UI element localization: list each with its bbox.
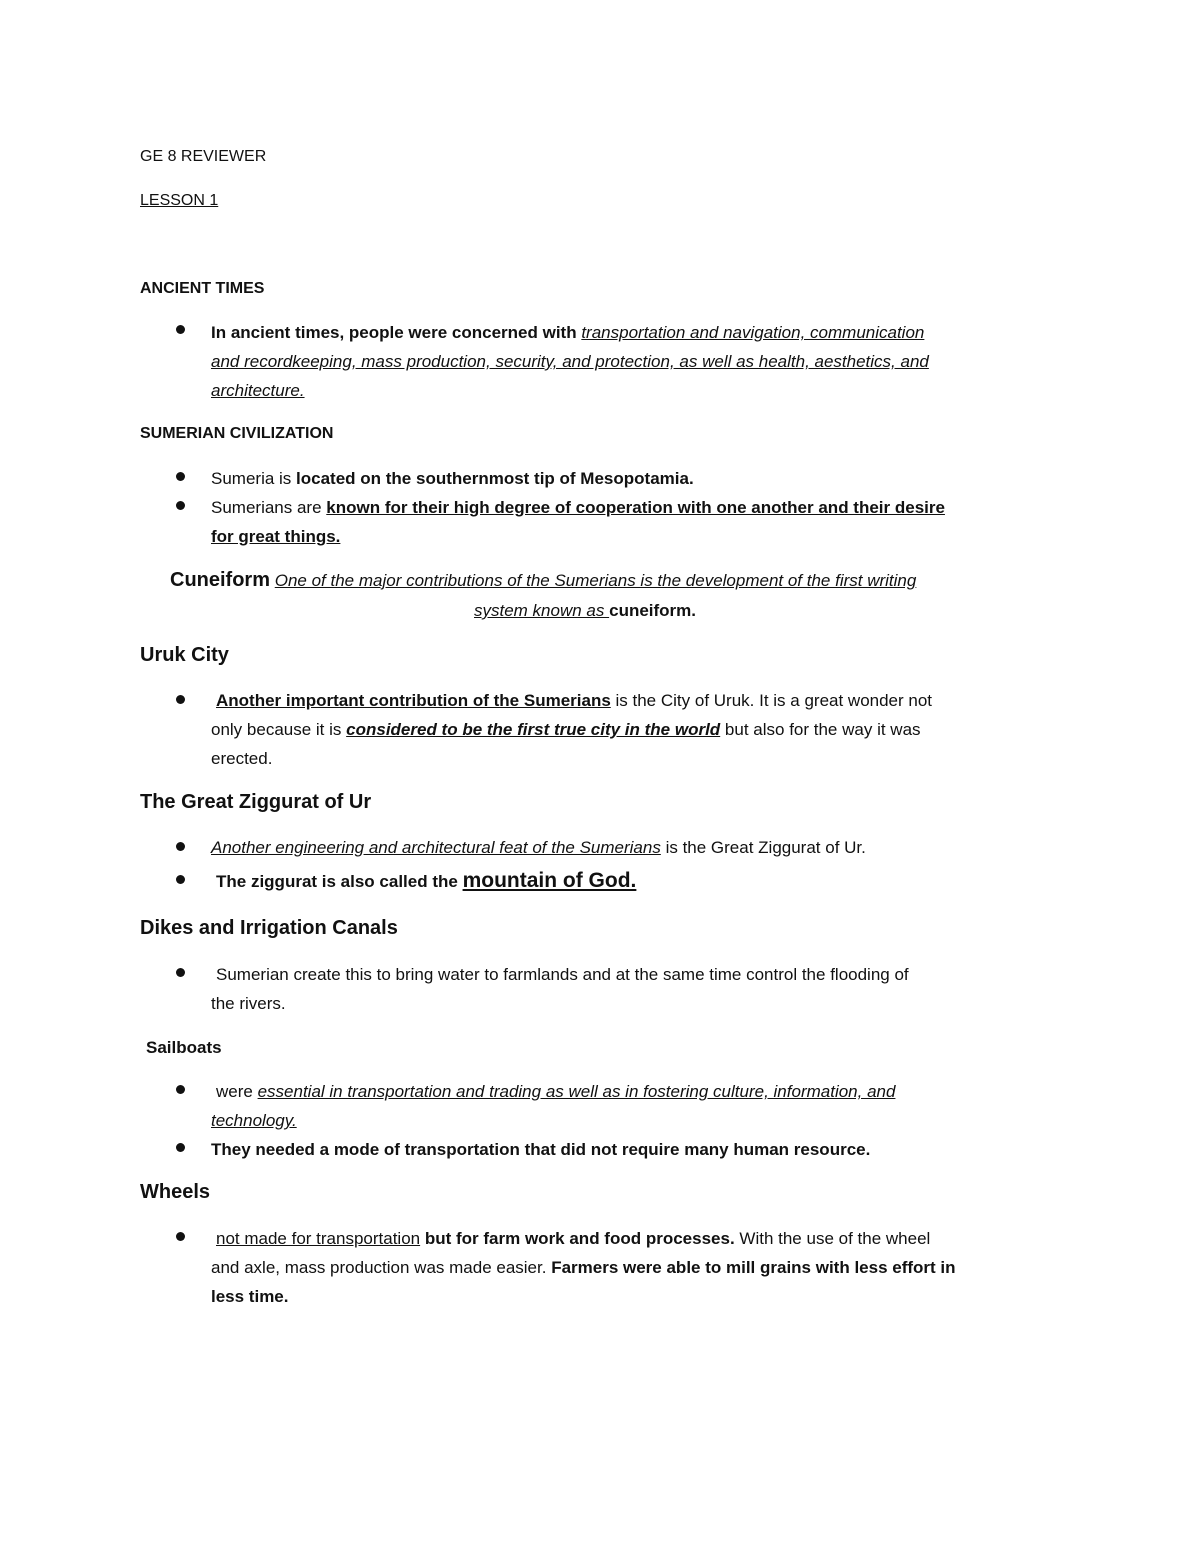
bullet-icon: [176, 875, 185, 884]
bullet-icon: [176, 1143, 185, 1152]
sumerian-bullet-2-lead: Sumerians are: [211, 498, 327, 517]
sumerian-bullet-2-line-2: for great things.: [211, 527, 341, 546]
cuneiform-line-1: [170, 566, 916, 595]
ziggurat-bullet-2-text: The ziggurat is also called the: [216, 872, 463, 891]
section-heading-great-ziggurat: The Great Ziggurat of Ur: [140, 791, 372, 813]
ancient-bullet-line-3: architecture.: [211, 381, 305, 400]
wheels-bold-2: Farmers were able to mill grains with less effort in: [551, 1258, 956, 1277]
cuneiform-text-1: One of the major contributions of the Sumerians is the development of the first writing: [274, 571, 917, 590]
uruk-text-1: is the City of Uruk. It is a great wonder not: [610, 691, 933, 710]
uruk-emphasis-1: Another important contribution of the Sumerians: [216, 691, 611, 710]
uruk-line-1: [216, 686, 932, 715]
sailboats-bullet-1-line-2: technology.: [211, 1111, 297, 1130]
mountain-of-god-text: mountain of God.: [462, 869, 637, 892]
sumerian-bullet-1: [211, 464, 694, 493]
bullet-icon: [176, 1232, 185, 1241]
bullet-icon: [176, 695, 185, 704]
section-heading-dikes-canals: Dikes and Irrigation Canals: [140, 917, 398, 939]
ancient-bullet-line-2: and recordkeeping, mass production, security, and protection, as well as health, aesthetics, and: [211, 352, 929, 371]
bullet-icon: [176, 968, 185, 977]
ziggurat-bullet-2: [216, 866, 636, 896]
sailboats-text: were: [216, 1082, 258, 1101]
section-heading-sumerian-civilization: SUMERIAN CIVILIZATION: [140, 425, 334, 442]
section-heading-sailboats: Sailboats: [146, 1038, 222, 1057]
uruk-text-3: but also for the way it was: [720, 720, 921, 739]
uruk-line-3: erected.: [211, 749, 273, 768]
wheels-emphasis: not made for transportation: [216, 1229, 421, 1248]
wheels-line-2: [211, 1253, 956, 1282]
uruk-emphasis-2: considered to be the first true city in the world: [346, 720, 721, 739]
section-heading-uruk-city: Uruk City: [140, 644, 229, 666]
bullet-icon: [176, 325, 185, 334]
uruk-text-2: only because it is: [211, 720, 347, 739]
wheels-bold-1: but for farm work and food processes.: [420, 1229, 735, 1248]
cuneiform-title: Cuneiform: [170, 569, 270, 591]
document-title: GE 8 REVIEWER: [140, 148, 267, 165]
cuneiform-word: cuneiform: [609, 601, 692, 620]
sumerian-bullet-2-line-1: [211, 493, 945, 522]
cuneiform-line-2: [474, 596, 696, 625]
sailboats-bullet-2: They needed a mode of transportation that did not require many human resource.: [211, 1140, 871, 1159]
section-heading-wheels: Wheels: [140, 1181, 211, 1203]
bullet-icon: [176, 842, 185, 851]
lesson-label: LESSON 1: [140, 192, 219, 209]
ziggurat-bullet-1: [211, 833, 866, 862]
wheels-text-2: and axle, mass production was made easier.: [211, 1258, 552, 1277]
sumerian-bullet-2-emphasis: known for their high degree of cooperation with one another and their desire: [326, 498, 945, 517]
dikes-line-1: Sumerian create this to bring water to farmlands and at the same time control the flooding of: [216, 965, 909, 984]
wheels-line-3: less time.: [211, 1287, 289, 1306]
bullet-icon: [176, 472, 185, 481]
wheels-text-1: With the use of the wheel: [734, 1229, 931, 1248]
bullet-icon: [176, 1085, 185, 1094]
cuneiform-period: .: [691, 601, 697, 620]
cuneiform-text-2: system known as: [474, 601, 610, 620]
ancient-bullet-line-1: [211, 318, 924, 347]
ancient-bullet-lead: In ancient times, people were concerned with: [211, 323, 582, 342]
section-heading-ancient-times: ANCIENT TIMES: [140, 280, 265, 297]
sailboats-emphasis-1: essential in transportation and trading as well as in fostering culture, information, and: [257, 1082, 896, 1101]
wheels-line-1: [216, 1224, 930, 1253]
ziggurat-text: is the Great Ziggurat of Ur.: [660, 838, 866, 857]
sumerian-bullet-1-emphasis: located on the southernmost tip of Mesopotamia.: [296, 469, 694, 488]
ancient-bullet-emphasis-1: transportation and navigation, communication: [581, 323, 925, 342]
bullet-icon: [176, 501, 185, 510]
uruk-line-2: [211, 715, 921, 744]
dikes-line-2: the rivers.: [211, 994, 286, 1013]
sumerian-bullet-1-lead: Sumeria is: [211, 469, 297, 488]
ziggurat-emphasis: Another engineering and architectural feat of the Sumerians: [211, 838, 661, 857]
sailboats-bullet-1-line-1: [216, 1077, 895, 1106]
